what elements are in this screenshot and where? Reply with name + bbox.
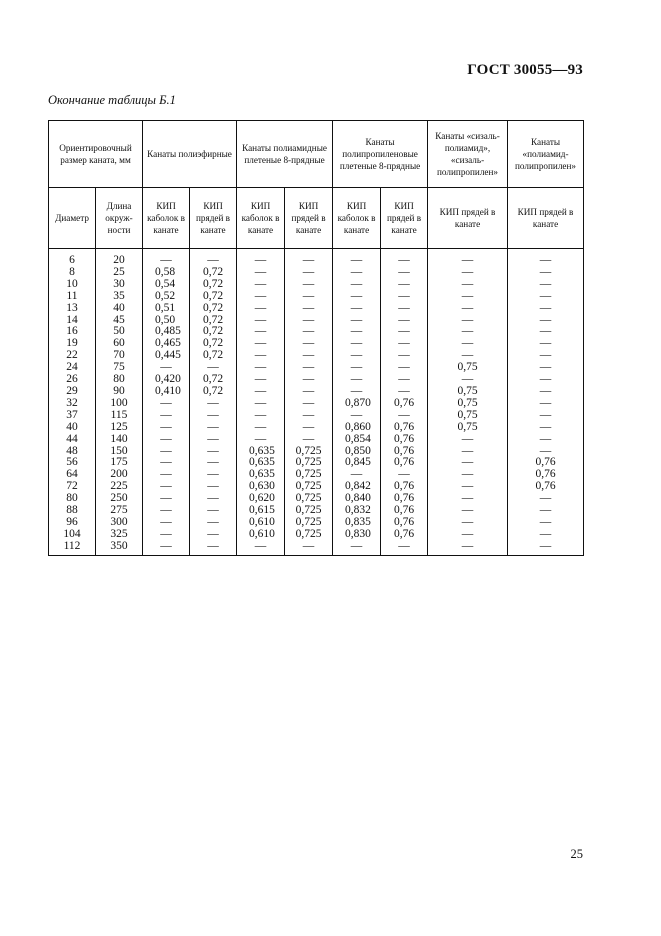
table-cell: — bbox=[333, 291, 381, 303]
table-cell: 0,420 bbox=[143, 374, 190, 386]
table-cell: — bbox=[285, 350, 333, 362]
table-cell: — bbox=[285, 398, 333, 410]
table-cell: — bbox=[143, 446, 190, 458]
table-cell: 0,410 bbox=[143, 386, 190, 398]
table-cell: — bbox=[381, 410, 428, 422]
table-cell: — bbox=[237, 374, 285, 386]
table-cell: 0,725 bbox=[285, 493, 333, 505]
table-row bbox=[49, 338, 584, 350]
table-cell: 0,615 bbox=[237, 505, 285, 517]
table-cell: — bbox=[428, 374, 508, 386]
table-cell: 6 bbox=[49, 249, 96, 267]
table-cell: — bbox=[508, 541, 584, 555]
table-cell: — bbox=[428, 303, 508, 315]
table-cell: — bbox=[143, 541, 190, 555]
table-cell: 50 bbox=[96, 326, 143, 338]
table-cell: 125 bbox=[96, 422, 143, 434]
table-cell: 20 bbox=[96, 249, 143, 267]
subheader-strands-sisal: КИП прядей в канате bbox=[428, 188, 508, 249]
table-cell: — bbox=[143, 493, 190, 505]
table-cell: — bbox=[428, 249, 508, 267]
table-cell: 0,76 bbox=[381, 529, 428, 541]
table-cell: 0,850 bbox=[333, 446, 381, 458]
table-cell: 0,75 bbox=[428, 398, 508, 410]
table-cell: — bbox=[237, 434, 285, 446]
table-cell: 112 bbox=[49, 541, 96, 555]
table-cell: 88 bbox=[49, 505, 96, 517]
table-cell: — bbox=[428, 457, 508, 469]
table-cell: 40 bbox=[96, 303, 143, 315]
table-cell: — bbox=[428, 446, 508, 458]
table-cell: 0,635 bbox=[237, 469, 285, 481]
table-cell: 16 bbox=[49, 326, 96, 338]
table-cell: — bbox=[143, 398, 190, 410]
table-cell: — bbox=[508, 350, 584, 362]
table-cell: 0,725 bbox=[285, 481, 333, 493]
table-cell: — bbox=[190, 517, 237, 529]
table-cell: 0,76 bbox=[381, 457, 428, 469]
table-cell: 0,72 bbox=[190, 374, 237, 386]
table-cell: — bbox=[237, 398, 285, 410]
table-cell: 19 bbox=[49, 338, 96, 350]
table-cell: — bbox=[143, 469, 190, 481]
table-cell: 0,72 bbox=[190, 315, 237, 327]
table-cell: — bbox=[508, 326, 584, 338]
table-cell: — bbox=[508, 505, 584, 517]
header-polyester-ropes: Канаты полиэфирные bbox=[143, 121, 237, 188]
subheader-strands-polyester: КИП прядей в канате bbox=[190, 188, 237, 249]
table-cell: — bbox=[381, 362, 428, 374]
table-cell: — bbox=[333, 267, 381, 279]
table-cell: — bbox=[381, 249, 428, 267]
table-row bbox=[49, 386, 584, 398]
table-cell: — bbox=[428, 326, 508, 338]
table-cell: 0,610 bbox=[237, 517, 285, 529]
table-cell: — bbox=[508, 249, 584, 267]
table-cell: 80 bbox=[96, 374, 143, 386]
table-cell: 0,840 bbox=[333, 493, 381, 505]
table-cell: — bbox=[508, 493, 584, 505]
table-cell: — bbox=[143, 249, 190, 267]
table-cell: — bbox=[237, 291, 285, 303]
table-cell: — bbox=[285, 422, 333, 434]
table-cell: — bbox=[381, 541, 428, 555]
table-cell: — bbox=[285, 326, 333, 338]
table-cell: — bbox=[285, 249, 333, 267]
table-cell: 0,52 bbox=[143, 291, 190, 303]
table-row bbox=[49, 249, 584, 267]
table-cell: — bbox=[508, 291, 584, 303]
table-row bbox=[49, 434, 584, 446]
table-cell: — bbox=[428, 291, 508, 303]
table-cell: 0,854 bbox=[333, 434, 381, 446]
table-cell: — bbox=[508, 410, 584, 422]
table-cell: — bbox=[190, 529, 237, 541]
table-cell: — bbox=[333, 279, 381, 291]
table-cell: — bbox=[237, 303, 285, 315]
table-cell: 0,76 bbox=[381, 481, 428, 493]
table-cell: 0,76 bbox=[381, 434, 428, 446]
table-cell: — bbox=[333, 338, 381, 350]
table-cell: — bbox=[285, 541, 333, 555]
table-cell: 150 bbox=[96, 446, 143, 458]
table-cell: — bbox=[143, 457, 190, 469]
table-cell: 0,72 bbox=[190, 350, 237, 362]
table-cell: — bbox=[285, 303, 333, 315]
table-cell: 0,76 bbox=[381, 493, 428, 505]
table-cell: 14 bbox=[49, 315, 96, 327]
table-cell: — bbox=[333, 541, 381, 555]
table-cell: — bbox=[428, 493, 508, 505]
table-cell: — bbox=[285, 410, 333, 422]
table-cell: — bbox=[237, 315, 285, 327]
subheader-yarns-polypropylene: КИП каболок в канате bbox=[333, 188, 381, 249]
table-cell: — bbox=[143, 505, 190, 517]
table-cell: — bbox=[190, 446, 237, 458]
table-cell: 0,50 bbox=[143, 315, 190, 327]
table-cell: — bbox=[381, 338, 428, 350]
table-cell: — bbox=[428, 469, 508, 481]
table-cell: — bbox=[285, 315, 333, 327]
table-cell: — bbox=[508, 267, 584, 279]
table-cell: 44 bbox=[49, 434, 96, 446]
table-cell: 0,830 bbox=[333, 529, 381, 541]
table-cell: — bbox=[333, 362, 381, 374]
table-cell: — bbox=[285, 291, 333, 303]
table-cell: 0,725 bbox=[285, 517, 333, 529]
table-cell: 0,54 bbox=[143, 279, 190, 291]
table-cell: — bbox=[381, 386, 428, 398]
table-cell: — bbox=[190, 481, 237, 493]
table-cell: 250 bbox=[96, 493, 143, 505]
table-cell: 11 bbox=[49, 291, 96, 303]
table-cell: — bbox=[508, 315, 584, 327]
table-cell: — bbox=[428, 267, 508, 279]
table-cell: — bbox=[143, 410, 190, 422]
table-cell: — bbox=[237, 249, 285, 267]
table-cell: — bbox=[428, 350, 508, 362]
table-cell: 29 bbox=[49, 386, 96, 398]
table-cell: 0,620 bbox=[237, 493, 285, 505]
table-cell: 0,76 bbox=[508, 469, 584, 481]
document-code: ГОСТ 30055—93 bbox=[467, 62, 583, 78]
table-cell: — bbox=[508, 446, 584, 458]
table-cell: 200 bbox=[96, 469, 143, 481]
table-cell: — bbox=[285, 338, 333, 350]
table-cell: 0,72 bbox=[190, 267, 237, 279]
table-cell: — bbox=[428, 315, 508, 327]
table-cell: 10 bbox=[49, 279, 96, 291]
table-cell: — bbox=[237, 267, 285, 279]
table-cell: 300 bbox=[96, 517, 143, 529]
table-cell: — bbox=[190, 469, 237, 481]
table-cell: — bbox=[190, 493, 237, 505]
table-cell: — bbox=[143, 362, 190, 374]
table-cell: — bbox=[428, 505, 508, 517]
table-cell: — bbox=[508, 386, 584, 398]
table-cell: — bbox=[333, 374, 381, 386]
table-caption: Окончание таблицы Б.1 bbox=[48, 93, 176, 107]
table-cell: 0,72 bbox=[190, 291, 237, 303]
table-cell: 0,76 bbox=[381, 398, 428, 410]
table-row bbox=[49, 529, 584, 541]
table-cell: 0,870 bbox=[333, 398, 381, 410]
table-row bbox=[49, 350, 584, 362]
table-cell: — bbox=[237, 541, 285, 555]
table-cell: 0,725 bbox=[285, 469, 333, 481]
table-cell: — bbox=[285, 434, 333, 446]
table-row bbox=[49, 326, 584, 338]
table-cell: 0,75 bbox=[428, 362, 508, 374]
table-cell: 64 bbox=[49, 469, 96, 481]
table-cell: — bbox=[508, 279, 584, 291]
table-row bbox=[49, 291, 584, 303]
table-row bbox=[49, 422, 584, 434]
header-sisal-ropes: Канаты «сизаль-полиамид», «сизаль-полипропилен» bbox=[428, 121, 508, 188]
table-cell: — bbox=[237, 279, 285, 291]
table-cell: 0,835 bbox=[333, 517, 381, 529]
table-cell: — bbox=[333, 249, 381, 267]
subheader-strands-polypropylene: КИП прядей в канате bbox=[381, 188, 428, 249]
table-cell: — bbox=[381, 303, 428, 315]
table-cell: — bbox=[143, 422, 190, 434]
table-row bbox=[49, 374, 584, 386]
table-cell: — bbox=[190, 249, 237, 267]
table-cell: — bbox=[381, 267, 428, 279]
table-cell: 0,860 bbox=[333, 422, 381, 434]
table-cell: 0,630 bbox=[237, 481, 285, 493]
table-cell: — bbox=[285, 362, 333, 374]
header-approx-size: Ориентировочный размер каната, мм bbox=[49, 121, 143, 188]
table-cell: — bbox=[381, 350, 428, 362]
table-cell: 0,725 bbox=[285, 505, 333, 517]
table-cell: 0,485 bbox=[143, 326, 190, 338]
table-cell: 0,842 bbox=[333, 481, 381, 493]
table-row bbox=[49, 362, 584, 374]
table-cell: — bbox=[333, 315, 381, 327]
table-cell: — bbox=[428, 279, 508, 291]
table-cell: 0,76 bbox=[381, 505, 428, 517]
table-cell: 325 bbox=[96, 529, 143, 541]
table-cell: 0,76 bbox=[381, 422, 428, 434]
table-cell: 225 bbox=[96, 481, 143, 493]
table-cell: 0,72 bbox=[190, 338, 237, 350]
table-cell: — bbox=[381, 374, 428, 386]
table-cell: 37 bbox=[49, 410, 96, 422]
table-cell: — bbox=[143, 517, 190, 529]
table-cell: 0,725 bbox=[285, 457, 333, 469]
table-row bbox=[49, 315, 584, 327]
table-cell: — bbox=[381, 469, 428, 481]
table-cell: 60 bbox=[96, 338, 143, 350]
table-cell: 48 bbox=[49, 446, 96, 458]
table-cell: — bbox=[381, 279, 428, 291]
table-cell: 0,845 bbox=[333, 457, 381, 469]
table-cell: — bbox=[237, 350, 285, 362]
table-cell: — bbox=[508, 434, 584, 446]
table-cell: 0,51 bbox=[143, 303, 190, 315]
table-cell: 175 bbox=[96, 457, 143, 469]
table-cell: 0,445 bbox=[143, 350, 190, 362]
table-cell: — bbox=[333, 350, 381, 362]
table-cell: 72 bbox=[49, 481, 96, 493]
subheader-diameter: Диаметр bbox=[49, 188, 96, 249]
table-cell: — bbox=[381, 326, 428, 338]
table-row bbox=[49, 410, 584, 422]
table-cell: 0,75 bbox=[428, 386, 508, 398]
table-cell: 26 bbox=[49, 374, 96, 386]
table-cell: 30 bbox=[96, 279, 143, 291]
table-cell: — bbox=[333, 386, 381, 398]
table-cell: — bbox=[285, 374, 333, 386]
table-cell: — bbox=[508, 338, 584, 350]
table-cell: — bbox=[428, 434, 508, 446]
table-cell: 0,635 bbox=[237, 457, 285, 469]
table-cell: — bbox=[190, 541, 237, 555]
table-cell: 0,58 bbox=[143, 267, 190, 279]
table-body bbox=[49, 249, 584, 556]
table-cell: — bbox=[190, 422, 237, 434]
table-cell: 0,75 bbox=[428, 410, 508, 422]
table-cell: 0,635 bbox=[237, 446, 285, 458]
table-cell: 0,76 bbox=[508, 457, 584, 469]
table-cell: 0,76 bbox=[508, 481, 584, 493]
table-cell: 32 bbox=[49, 398, 96, 410]
table-cell: 70 bbox=[96, 350, 143, 362]
table-cell: 0,465 bbox=[143, 338, 190, 350]
table-cell: — bbox=[143, 434, 190, 446]
table-cell: — bbox=[508, 529, 584, 541]
table-row bbox=[49, 279, 584, 291]
table-cell: — bbox=[428, 481, 508, 493]
header-polypropylene-ropes: Канаты полипропиленовые плетеные 8-прядные bbox=[333, 121, 428, 188]
rope-parameters-table bbox=[48, 120, 584, 556]
table-cell: 80 bbox=[49, 493, 96, 505]
table-cell: 0,610 bbox=[237, 529, 285, 541]
table-cell: 24 bbox=[49, 362, 96, 374]
table-cell: — bbox=[428, 517, 508, 529]
table-row bbox=[49, 303, 584, 315]
subheader-circumference: Длина окруж-ности bbox=[96, 188, 143, 249]
table-cell: 0,72 bbox=[190, 279, 237, 291]
table-cell: 140 bbox=[96, 434, 143, 446]
table-cell: — bbox=[237, 326, 285, 338]
table-cell: — bbox=[237, 338, 285, 350]
subheader-yarns-polyester: КИП каболок в канате bbox=[143, 188, 190, 249]
table-cell: — bbox=[190, 505, 237, 517]
table-cell: — bbox=[508, 422, 584, 434]
table-cell: 0,72 bbox=[190, 386, 237, 398]
table-cell: — bbox=[285, 267, 333, 279]
table-cell: — bbox=[190, 410, 237, 422]
table-row bbox=[49, 398, 584, 410]
table-cell: 35 bbox=[96, 291, 143, 303]
table-cell: 13 bbox=[49, 303, 96, 315]
table-cell: 96 bbox=[49, 517, 96, 529]
table-cell: — bbox=[508, 303, 584, 315]
table-cell: 115 bbox=[96, 410, 143, 422]
table-row bbox=[49, 267, 584, 279]
subheader-yarns-polyamide: КИП каболок в канате bbox=[237, 188, 285, 249]
table-cell: 0,832 bbox=[333, 505, 381, 517]
table-cell: 40 bbox=[49, 422, 96, 434]
table-cell: 275 bbox=[96, 505, 143, 517]
table-cell: 22 bbox=[49, 350, 96, 362]
table-cell: 0,72 bbox=[190, 326, 237, 338]
table-cell: — bbox=[333, 410, 381, 422]
table-cell: — bbox=[381, 315, 428, 327]
table-cell: 0,725 bbox=[285, 446, 333, 458]
table-cell: — bbox=[333, 303, 381, 315]
table-cell: — bbox=[190, 362, 237, 374]
table-cell: — bbox=[428, 338, 508, 350]
table-cell: 104 bbox=[49, 529, 96, 541]
table-cell: 25 bbox=[96, 267, 143, 279]
table-cell: 100 bbox=[96, 398, 143, 410]
table-cell: — bbox=[508, 517, 584, 529]
page-number: 25 bbox=[570, 847, 583, 861]
table-cell: — bbox=[237, 362, 285, 374]
table-cell: — bbox=[508, 374, 584, 386]
table-cell: — bbox=[508, 362, 584, 374]
table-cell: — bbox=[237, 386, 285, 398]
subheader-strands-polyamide-polypropylene: КИП прядей в канате bbox=[508, 188, 584, 249]
table-cell: — bbox=[508, 398, 584, 410]
table-cell: 0,725 bbox=[285, 529, 333, 541]
table-cell: — bbox=[190, 457, 237, 469]
table-cell: — bbox=[428, 541, 508, 555]
table-cell: 56 bbox=[49, 457, 96, 469]
table-cell: — bbox=[143, 481, 190, 493]
table-cell: — bbox=[143, 529, 190, 541]
subheader-strands-polyamide: КИП прядей в канате bbox=[285, 188, 333, 249]
table-cell: 8 bbox=[49, 267, 96, 279]
table-cell: 75 bbox=[96, 362, 143, 374]
table-cell: — bbox=[428, 529, 508, 541]
table-cell: 90 bbox=[96, 386, 143, 398]
table-cell: — bbox=[333, 326, 381, 338]
header-polyamide-polypropylene-ropes: Канаты «полиамид-полипропилен» bbox=[508, 121, 584, 188]
table-cell: 0,75 bbox=[428, 422, 508, 434]
table-cell: 0,76 bbox=[381, 517, 428, 529]
table-cell: — bbox=[285, 386, 333, 398]
table-cell: — bbox=[333, 469, 381, 481]
table-cell: — bbox=[237, 422, 285, 434]
table-cell: — bbox=[285, 279, 333, 291]
table-cell: 45 bbox=[96, 315, 143, 327]
header-polyamide-ropes: Канаты полиамидные плетеные 8-прядные bbox=[237, 121, 333, 188]
table-cell: 0,72 bbox=[190, 303, 237, 315]
table-cell: — bbox=[190, 434, 237, 446]
table-cell: — bbox=[190, 398, 237, 410]
table-cell: — bbox=[237, 410, 285, 422]
table-cell: 350 bbox=[96, 541, 143, 555]
table-row bbox=[49, 541, 584, 555]
table-cell: 0,76 bbox=[381, 446, 428, 458]
table-cell: — bbox=[381, 291, 428, 303]
